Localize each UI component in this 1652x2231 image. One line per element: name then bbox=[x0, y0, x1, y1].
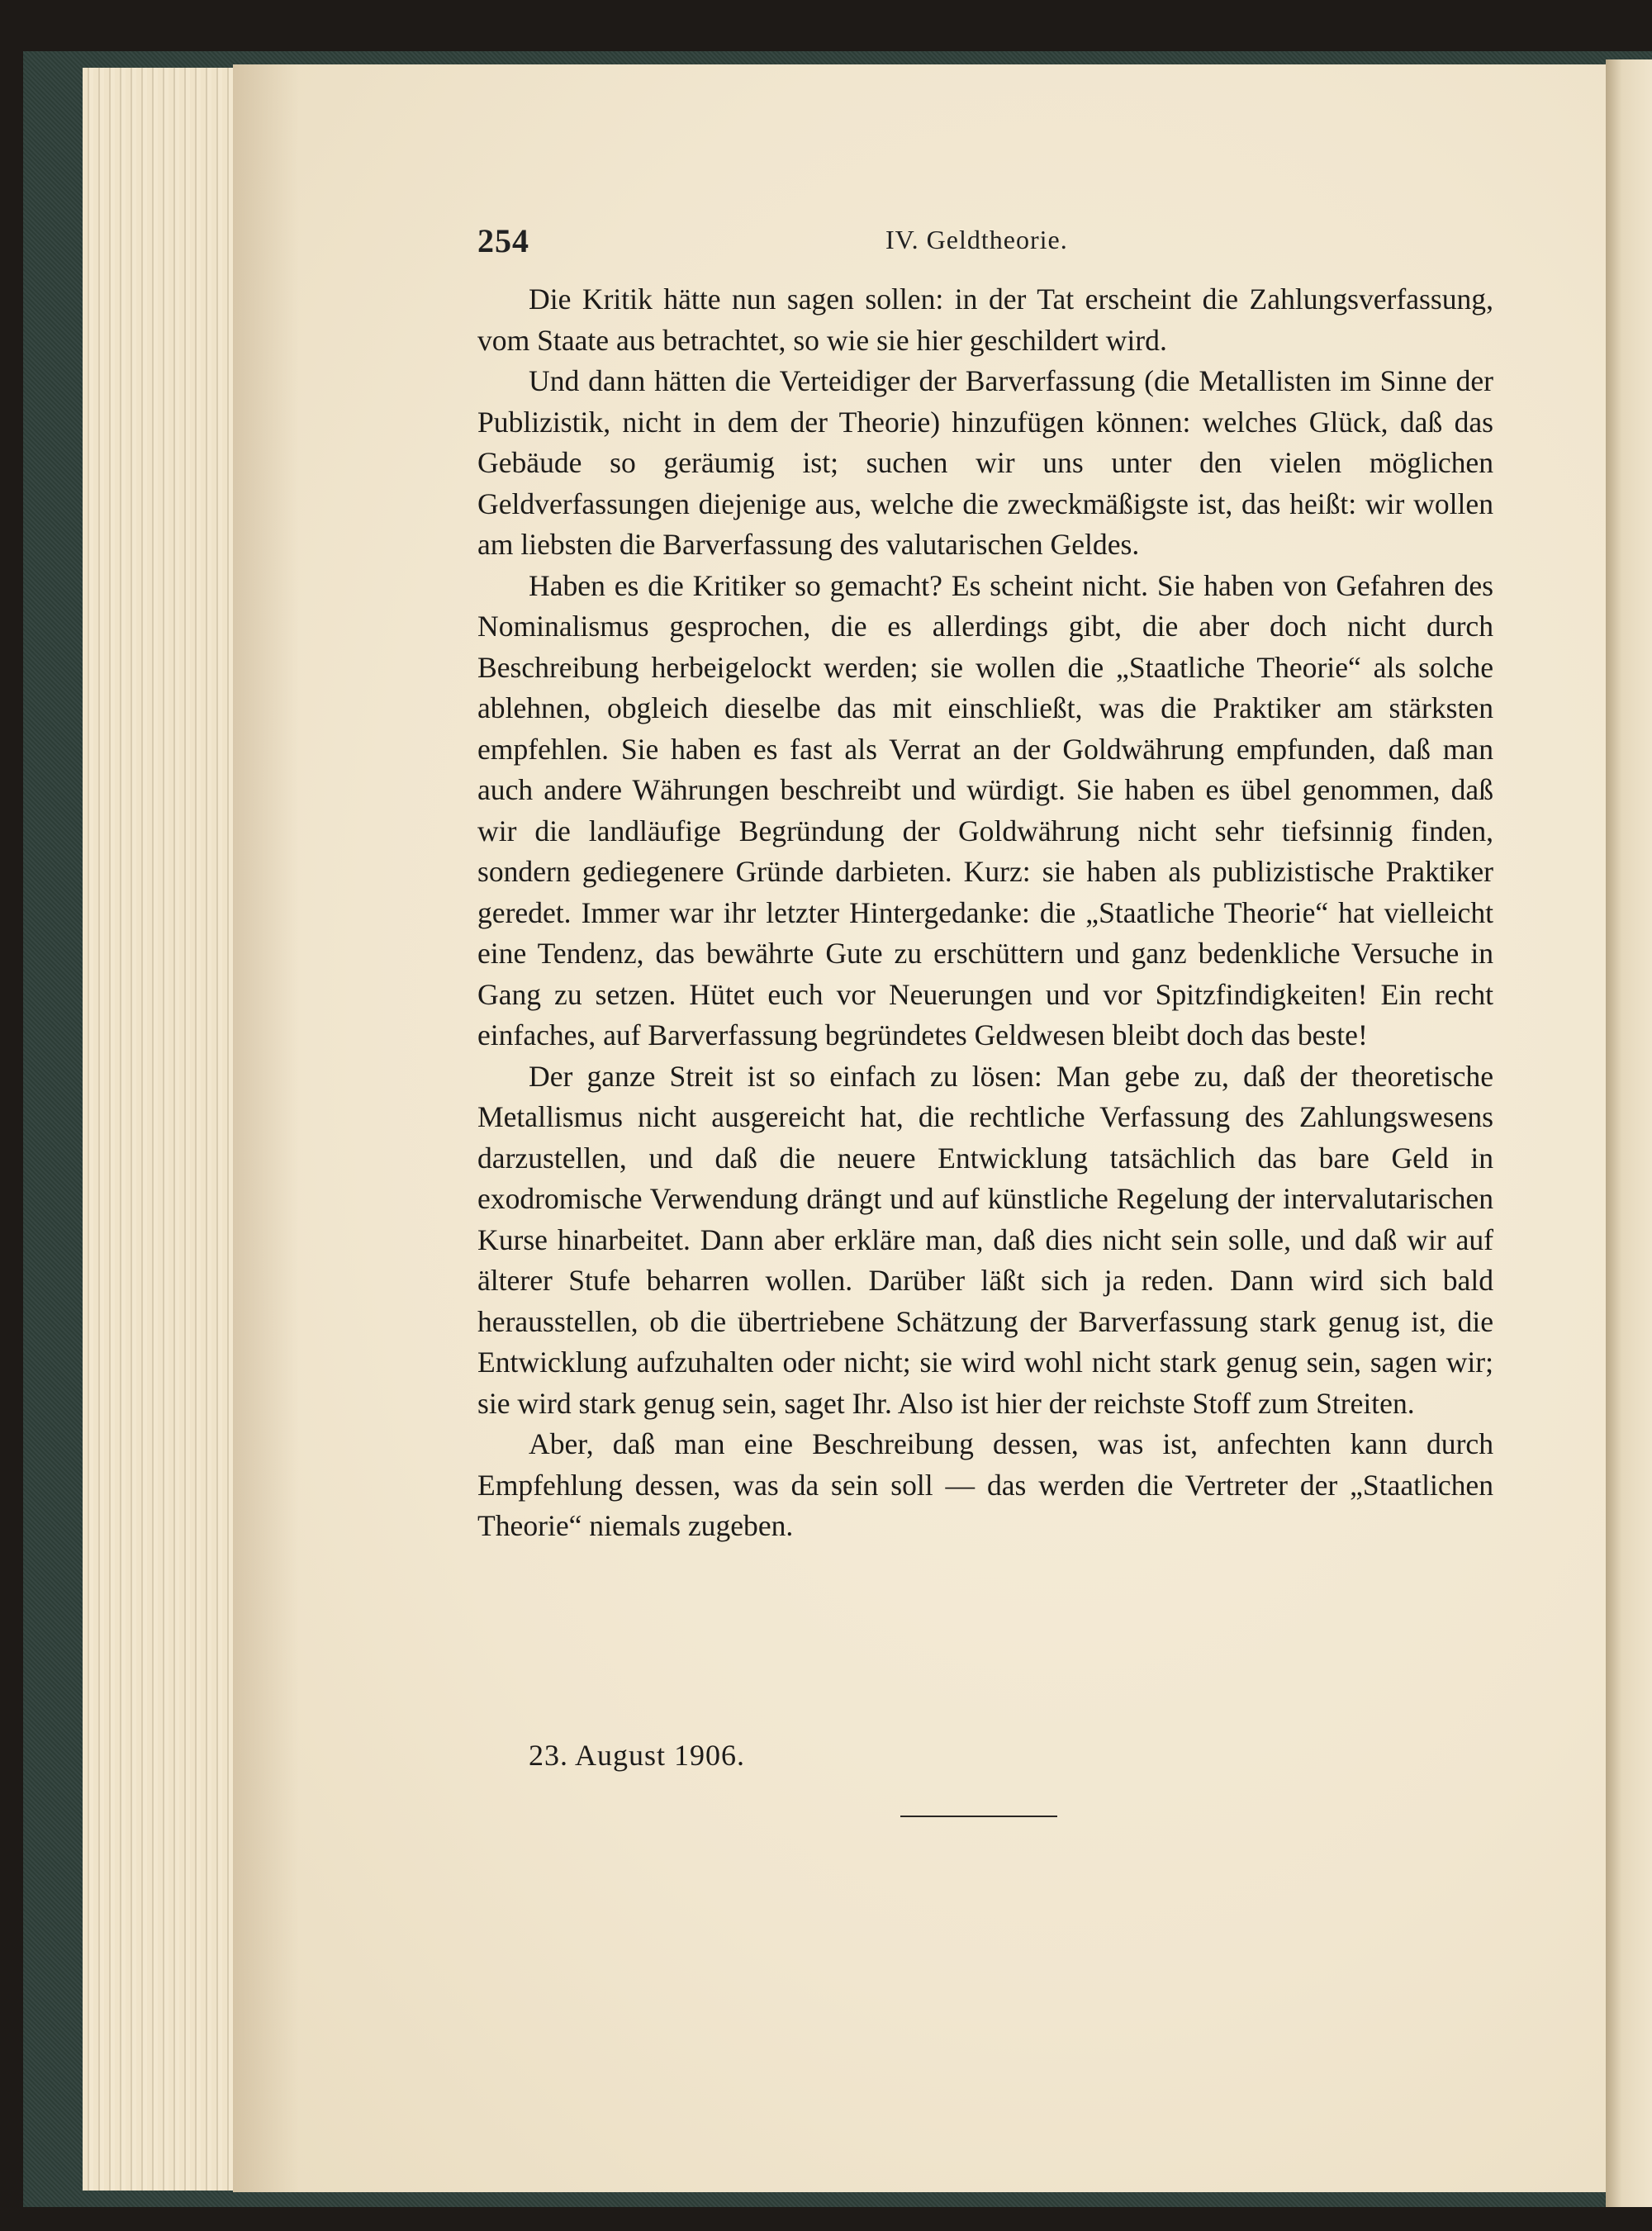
paragraph-2: Und dann hätten die Verteidiger der Barverfassung (die Metallisten im Sinne der Publizistik, nicht in dem der Theorie) hinzufügen können: welches Glück, daß das Gebäude so geräumig ist; suchen wir uns unter den vielen möglichen Geldverfassungen diejenige aus, welche die zweckmäßigste ist, das heißt: wir wollen am liebsten die Barverfassung des valutarischen Geldes. bbox=[477, 364, 1493, 561]
facing-page-edge bbox=[1606, 59, 1652, 2207]
page-header bbox=[477, 221, 1493, 271]
body-text bbox=[477, 279, 1493, 1547]
running-head: IV. Geldtheorie. bbox=[885, 225, 1068, 254]
paragraph-3: Haben es die Kritiker so gemacht? Es scheint nicht. Sie haben von Gefahren des Nominalismus gesprochen, die es allerdings gibt, die aber doch nicht durch Beschreibung herbeigelockt werden; sie wollen die „Staatliche Theorie“ als solche ablehnen, obgleich dieselbe das mit einschließt, was die Praktiker am stärksten empfehlen. Sie haben es fast als Verrat an der Goldwährung empfunden, daß man auch andere Währungen beschreibt und würdigt. Sie haben es übel genommen, daß wir die landläufige Begründung der Goldwährung nicht sehr tiefsinnig finden, sondern gediegenere Gründe darbieten. Kurz: sie haben als publizistische Praktiker geredet. Immer war ihr letzter Hintergedanke: die „Staatliche Theorie“ hat vielleicht eine Tendenz, das bewährte Gute zu erschüttern und ganz bedenkliche Versuche in Gang zu setzen. Hütet euch vor Neuerungen und vor Spitzfindigkeiten! Ein recht einfaches, auf Barverfassung begründetes Geldwesen bleibt doch das beste! bbox=[477, 568, 1493, 1051]
page-number: 254 bbox=[477, 222, 529, 259]
page-edges bbox=[83, 68, 238, 2191]
paragraph-1: Die Kritik hätte nun sagen sollen: in der Tat erscheint die Zahlungsverfassung, vom Staate aus betrachtet, so wie sie hier geschildert wird. bbox=[477, 282, 1493, 357]
gutter-shadow bbox=[233, 64, 299, 2192]
paragraph-4: Der ganze Streit ist so einfach zu lösen: Man gebe zu, daß der theoretische Metallismus nicht ausgereicht hat, die rechtliche Verfassung des Zahlungswesens darzustellen, und daß die neuere Entwicklung tatsächlich das bare Geld in exodromische Verwendung drängt und auf künstliche Regelung der intervalutarischen Kurse hinarbeitet. Dann aber erkläre man, daß dies nicht sein solle, und daß wir auf älterer Stufe beharren wollen. Darüber läßt sich ja reden. Dann wird sich bald herausstellen, ob die übertriebene Schätzung der Barverfassung stark genug ist, die Entwicklung aufzuhalten oder nicht; sie wird wohl nicht stark genug sein, sagen wir; sie wird stark genug sein, saget Ihr. Also ist hier der reichste Stoff zum Streiten. bbox=[477, 1059, 1493, 1420]
paragraph-5: Aber, daß man eine Beschreibung dessen, was ist, anfechten kann durch Empfehlung dessen, was da sein soll — das werden die Vertreter der „Staatlichen Theorie“ niemals zugeben. bbox=[477, 1427, 1493, 1542]
end-rule bbox=[900, 1816, 1057, 1817]
dateline: 23. August 1906. bbox=[529, 1739, 746, 1772]
